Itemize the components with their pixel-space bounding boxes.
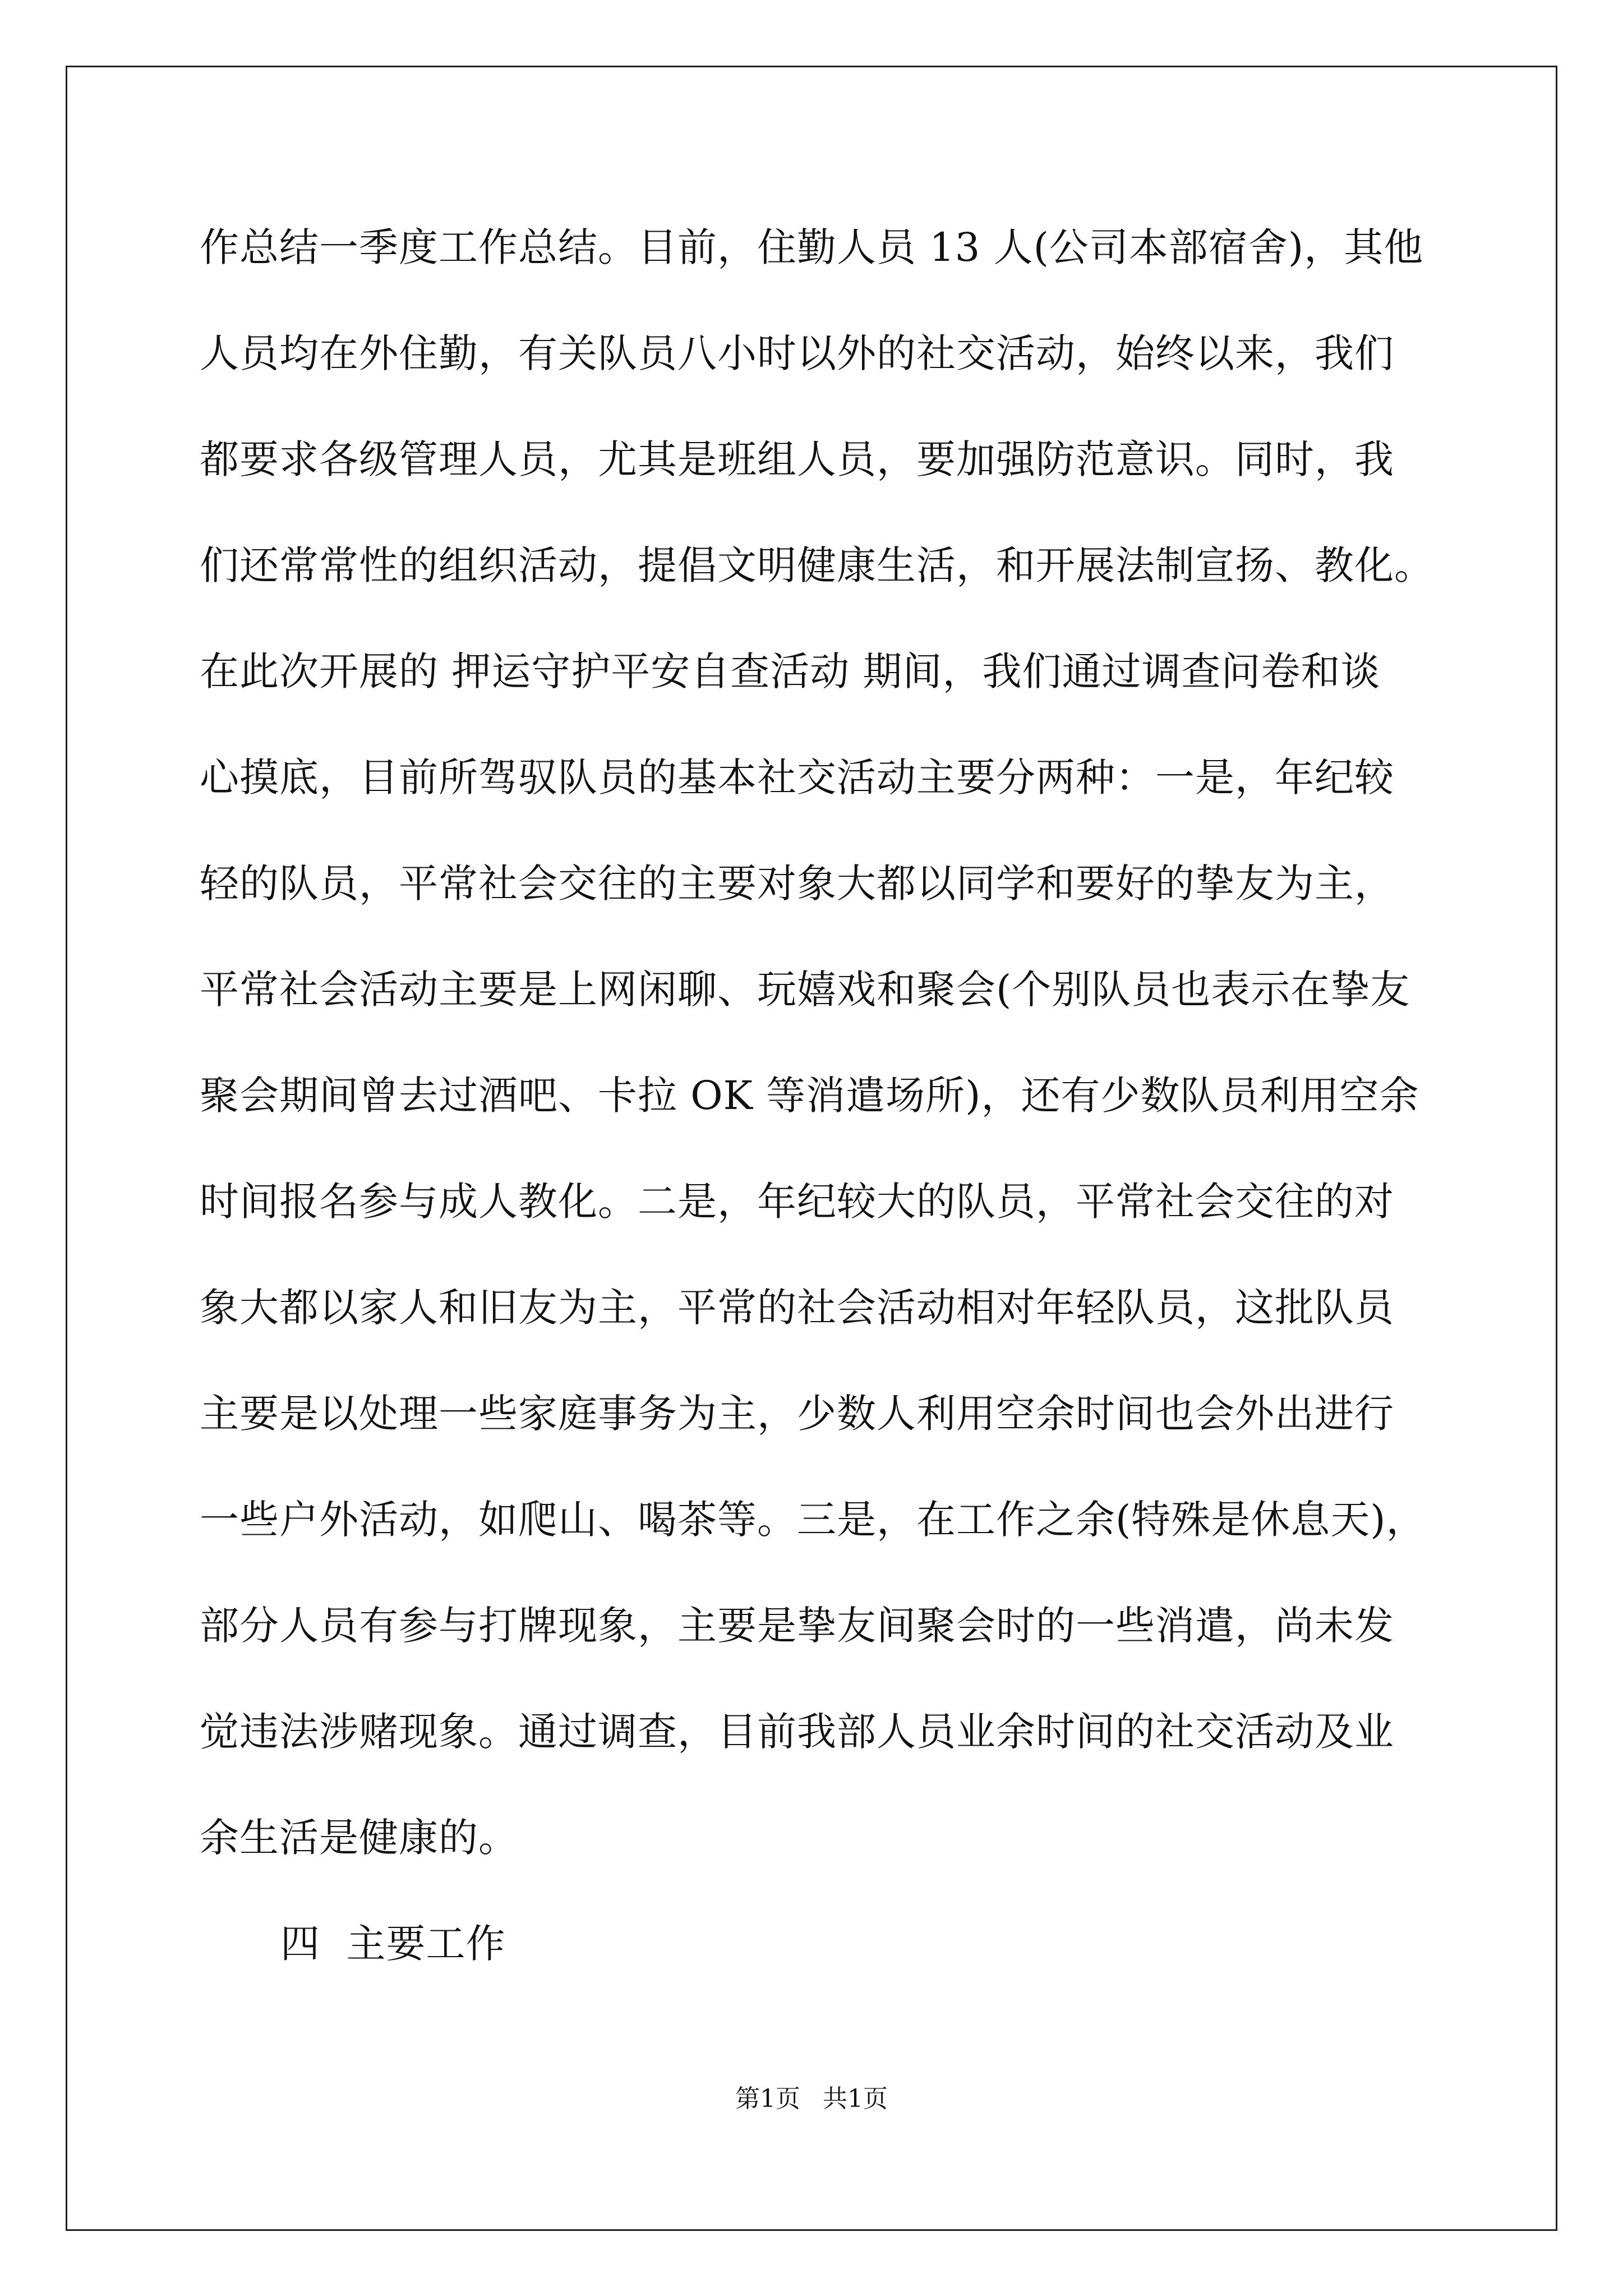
section-heading: 四 主要工作	[280, 1921, 506, 1967]
body-line-13: 一些户外活动，如爬山、喝茶等。三是，在工作之余(特殊是休息天)，	[200, 1497, 1426, 1543]
page-total: 共1页	[823, 2085, 888, 2113]
body-line-15: 觉违法涉赌现象。通过调查，目前我部人员业余时间的社交活动及业	[200, 1709, 1394, 1755]
body-line-4: 们还常常性的组织活动，提倡文明健康生活，和开展法制宣扬、教化。	[200, 542, 1434, 588]
body-line-14: 部分人员有参与打牌现象，主要是挚友间聚会时的一些消遣，尚未发	[200, 1603, 1394, 1649]
body-line-10: 时间报名参与成人教化。二是，年纪较大的队员，平常社会交往的对	[200, 1179, 1394, 1225]
page-footer	[0, 2082, 1623, 2116]
body-line-11: 象大都以家人和旧友为主，平常的社会活动相对年轻队员，这批队员	[200, 1285, 1394, 1331]
body-line-1: 作总结一季度工作总结。目前，住勤人员 13 人(公司本部宿舍)，其他	[200, 224, 1424, 270]
body-line-3: 都要求各级管理人员，尤其是班组人员，要加强防范意识。同时，我	[200, 436, 1394, 482]
body-line-2: 人员均在外住勤，有关队员八小时以外的社交活动，始终以来，我们	[200, 330, 1394, 376]
page-number: 第1页	[735, 2085, 800, 2113]
body-line-7: 轻的队员，平常社会交往的主要对象大都以同学和要好的挚友为主，	[200, 861, 1394, 907]
body-line-8: 平常社会活动主要是上网闲聊、玩嬉戏和聚会(个别队员也表示在挚友	[200, 967, 1410, 1013]
page-border	[66, 66, 1557, 2231]
body-line-12: 主要是以处理一些家庭事务为主，少数人利用空余时间也会外出进行	[200, 1391, 1394, 1437]
body-line-6: 心摸底，目前所驾驭队员的基本社交活动主要分两种：一是，年纪较	[200, 754, 1394, 800]
body-line-5: 在此次开展的 押运守护平安自查活动 期间，我们通过调查问卷和谈	[200, 648, 1381, 694]
body-line-16: 余生活是健康的。	[200, 1815, 518, 1861]
body-line-9: 聚会期间曾去过酒吧、卡拉 OK 等消遣场所)，还有少数队员利用空余	[200, 1073, 1419, 1119]
